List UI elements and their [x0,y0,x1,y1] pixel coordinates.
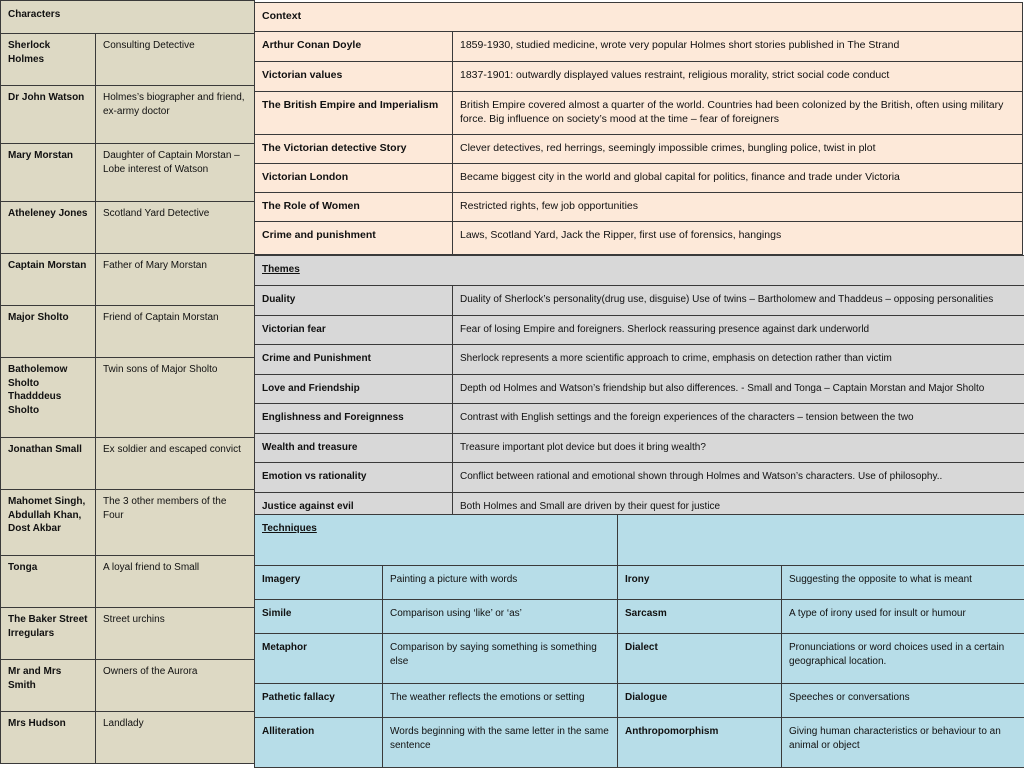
table-row [1,202,255,254]
character-name: Major Sholto [1,306,96,358]
table-row [255,193,1023,222]
character-name: Captain Morstan [1,254,96,306]
table-row [255,718,1024,768]
technique-desc: Pronunciations or word choices used in a certain geographical location. [782,634,1024,684]
technique-name: Simile [255,600,383,634]
context-name: The Role of Women [255,193,453,222]
technique-name: Pathetic fallacy [255,684,383,718]
characters-table [0,0,255,764]
theme-desc: Conflict between rational and emotional shown through Holmes and Watson’s characters. Use of philosophy.. [453,463,1024,493]
context-desc: Laws, Scotland Yard, Jack the Ripper, first use of forensics, hangings [453,222,1023,255]
table-row [255,634,1024,684]
table-row [255,32,1023,62]
technique-desc: Painting a picture with words [383,566,618,600]
table-row [1,86,255,144]
context-table [254,2,1023,255]
character-desc: A loyal friend to Small [96,556,255,608]
character-name: Mahomet Singh, Abdullah Khan, Dost Akbar [1,490,96,556]
character-desc: The 3 other members of the Four [96,490,255,556]
table-row [1,254,255,306]
table-row [1,34,255,86]
character-desc: Scotland Yard Detective [96,202,255,254]
technique-name: Irony [618,566,782,600]
theme-desc: Sherlock represents a more scientific approach to crime, emphasis on detection rather than victim [453,345,1024,375]
table-row [255,62,1023,92]
character-name: Tonga [1,556,96,608]
themes-table [254,255,1024,515]
context-desc: 1837-1901: outwardly displayed values restraint, religious morality, strict social code conduct [453,62,1023,92]
context-desc: Clever detectives, red herrings, seemingly impossible crimes, bungling police, twist in plot [453,135,1023,164]
character-name: Mrs Hudson [1,712,96,764]
theme-desc: Duality of Sherlock’s personality(drug use, disguise) Use of twins – Bartholomew and Thaddeus – opposing personalities [453,286,1024,316]
technique-desc: The weather reflects the emotions or setting [383,684,618,718]
table-row [1,712,255,764]
table-row [255,375,1024,404]
table-row [255,434,1024,463]
table-row [1,306,255,358]
technique-name: Anthropomorphism [618,718,782,768]
context-desc: 1859-1930, studied medicine, wrote very popular Holmes short stories published in The Strand [453,32,1023,62]
character-name: Batholemow Sholto Thadddeus Sholto [1,358,96,438]
characters-title: Characters [1,1,255,34]
theme-desc: Contrast with English settings and the foreign experiences of the characters – tension between the two [453,404,1024,434]
table-row [1,556,255,608]
technique-name: Dialogue [618,684,782,718]
techniques-header-blank [618,515,1024,566]
technique-desc: Comparison by saying something is something else [383,634,618,684]
context-desc: Became biggest city in the world and global capital for politics, finance and trade under Victoria [453,164,1023,193]
technique-name: Sarcasm [618,600,782,634]
character-name: Sherlock Holmes [1,34,96,86]
table-row [1,490,255,556]
table-row [255,92,1023,135]
character-name: Atheleney Jones [1,202,96,254]
theme-name: Emotion vs rationality [255,463,453,493]
context-title: Context [255,3,1023,32]
table-row [255,493,1024,515]
character-desc: Daughter of Captain Morstan – Lobe interest of Watson [96,144,255,202]
techniques-title: Techniques [262,523,317,534]
character-name: Jonathan Small [1,438,96,490]
table-row [255,463,1024,493]
character-desc: Consulting Detective [96,34,255,86]
table-row [255,404,1024,434]
context-name: The British Empire and Imperialism [255,92,453,135]
character-desc: Father of Mary Morstan [96,254,255,306]
context-name: Arthur Conan Doyle [255,32,453,62]
theme-desc: Both Holmes and Small are driven by their quest for justice [453,493,1024,515]
table-row [1,438,255,490]
table-row [1,660,255,712]
table-row [255,684,1024,718]
technique-desc: Giving human characteristics or behaviour to an animal or object [782,718,1024,768]
technique-desc: Comparison using ‘like’ or ‘as’ [383,600,618,634]
character-desc: Twin sons of Major Sholto [96,358,255,438]
technique-desc: Words beginning with the same letter in the same sentence [383,718,618,768]
table-row [1,608,255,660]
theme-name: Victorian fear [255,316,453,345]
theme-name: Englishness and Foreignness [255,404,453,434]
theme-desc: Fear of losing Empire and foreigners. Sherlock reassuring presence against dark underworld [453,316,1024,345]
character-desc: Ex soldier and escaped convict [96,438,255,490]
character-name: The Baker Street Irregulars [1,608,96,660]
theme-name: Justice against evil [255,493,453,515]
theme-desc: Depth od Holmes and Watson’s friendship but also differences. - Small and Tonga – Captain Morstan and Major Sholto [453,375,1024,404]
table-row [255,222,1023,255]
technique-desc: Suggesting the opposite to what is meant [782,566,1024,600]
character-desc: Friend of Captain Morstan [96,306,255,358]
table-row [1,144,255,202]
character-desc: Landlady [96,712,255,764]
techniques-table [254,514,1024,768]
technique-desc: Speeches or conversations [782,684,1024,718]
context-name: The Victorian detective Story [255,135,453,164]
context-desc: Restricted rights, few job opportunities [453,193,1023,222]
character-desc: Street urchins [96,608,255,660]
theme-name: Wealth and treasure [255,434,453,463]
character-name: Mary Morstan [1,144,96,202]
table-row [255,286,1024,316]
theme-name: Love and Friendship [255,375,453,404]
table-row [255,600,1024,634]
table-row [255,566,1024,600]
context-desc: British Empire covered almost a quarter of the world. Countries had been colonized by the British, often using military force. Big influence on society’s mood at the time – fear of foreigners [453,92,1023,135]
character-name: Dr John Watson [1,86,96,144]
theme-desc: Treasure important plot device but does it bring wealth? [453,434,1024,463]
table-row [1,358,255,438]
table-row [255,164,1023,193]
character-desc: Holmes’s biographer and friend, ex-army doctor [96,86,255,144]
table-row [255,345,1024,375]
theme-name: Duality [255,286,453,316]
context-name: Victorian London [255,164,453,193]
themes-title: Themes [262,264,300,275]
theme-name: Crime and Punishment [255,345,453,375]
character-desc: Owners of the Aurora [96,660,255,712]
table-row [255,135,1023,164]
context-name: Victorian values [255,62,453,92]
technique-name: Metaphor [255,634,383,684]
context-name: Crime and punishment [255,222,453,255]
character-name: Mr and Mrs Smith [1,660,96,712]
table-row [255,316,1024,345]
technique-name: Dialect [618,634,782,684]
technique-desc: A type of irony used for insult or humour [782,600,1024,634]
technique-name: Imagery [255,566,383,600]
technique-name: Alliteration [255,718,383,768]
